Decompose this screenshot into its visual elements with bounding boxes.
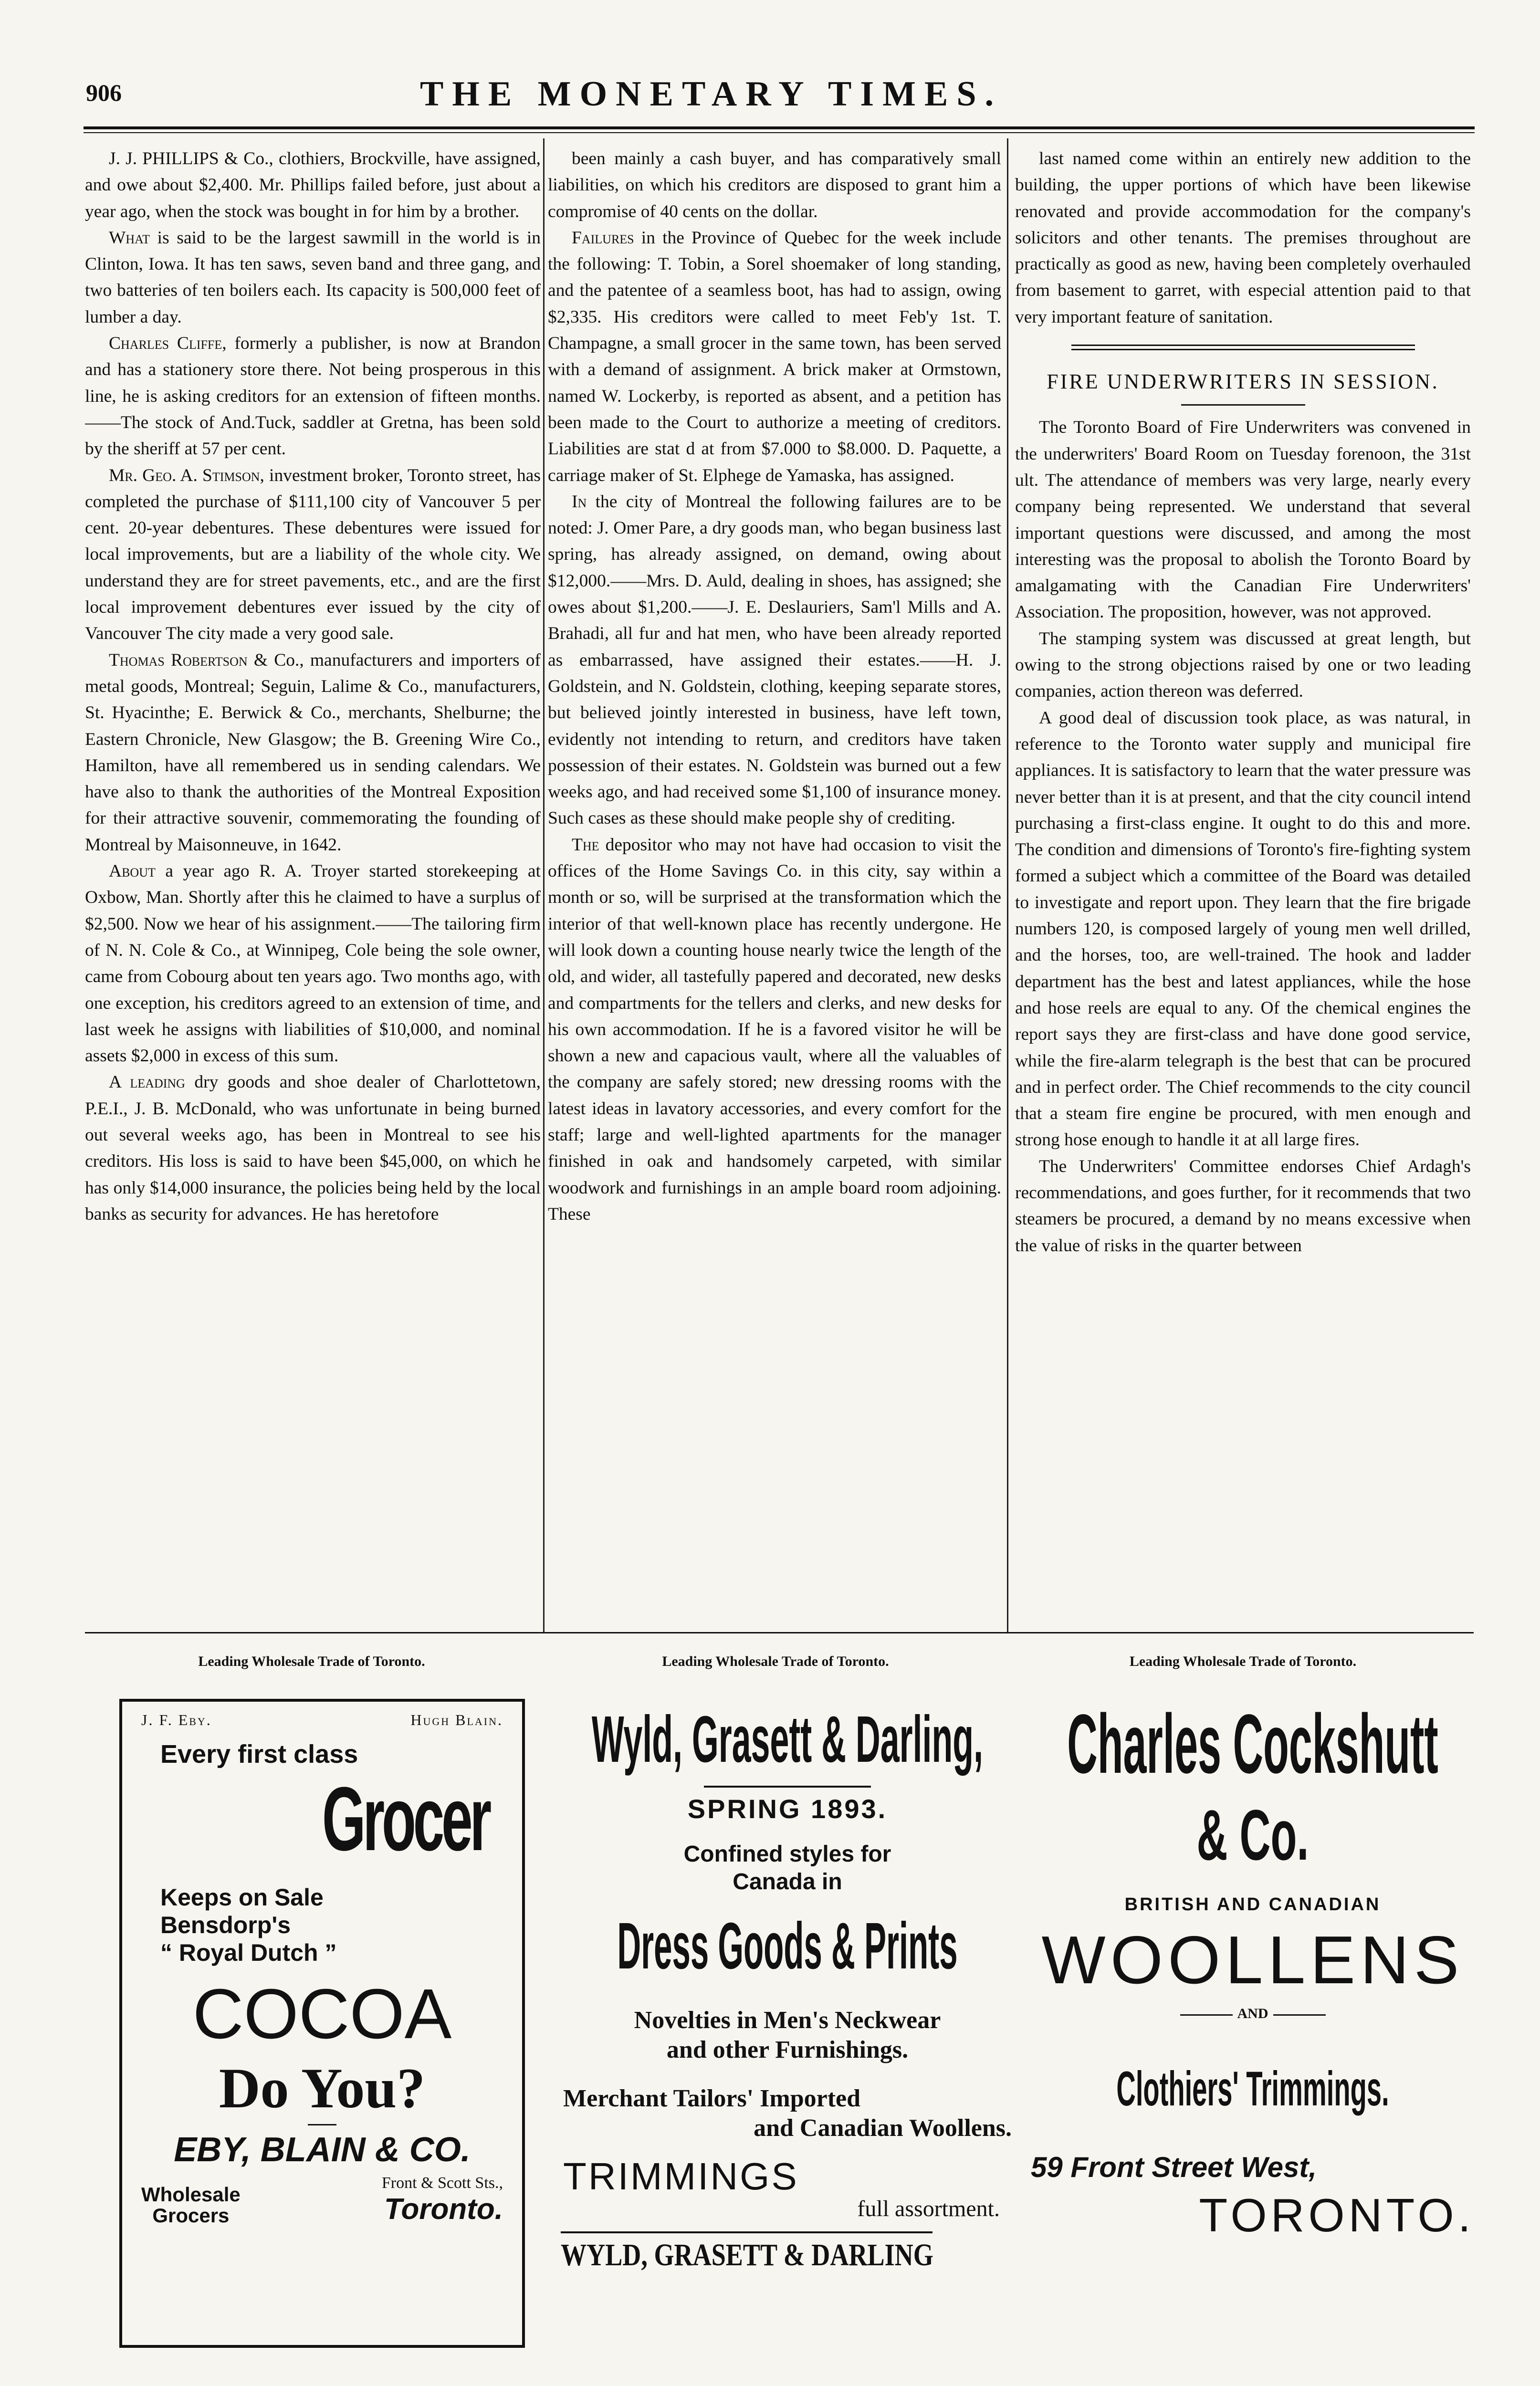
ad2-firm: Wyld, Grasett & Darling, <box>591 1703 984 1776</box>
section-heading: FIRE UNDERWRITERS IN SESSION. <box>1047 370 1439 394</box>
column-2 <box>548 146 1001 1620</box>
paragraph-text: is said to be the largest sawmill in the world is in Clinton, Iowa. It has ten saws, seven band and three gang, and two batteries of ten boilers each. Its capacity is 500,000 feet of lumber a day. <box>85 228 541 327</box>
ad1-address: Front & Scott Sts., <box>381 2174 503 2192</box>
ad2-confined-1: Confined styles for <box>683 1842 891 1867</box>
column-divider <box>543 138 545 1632</box>
column-3-top-articles <box>1015 146 1471 330</box>
ad2-confined <box>561 1841 1014 1896</box>
article-paragraph <box>1015 626 1471 705</box>
ad3-street: 59 Front Street West, <box>1031 2151 1317 2183</box>
ad2-footer-firm: WYLD, GRASETT & DARLING <box>561 2231 932 2273</box>
column-1 <box>85 146 541 1620</box>
article-paragraph <box>548 832 1001 1227</box>
paragraph-text: A good deal of discussion took place, as was natural, in reference to the Toronto water supply and municipal fire appliances. It is satisfactory to learn that the water pressure was never better than it is at present, and that the city council intend purchasing a first-class engine. It ought to do this and more. The condition and dimensions of Toronto's fire-fighting system formed a subject which a committee of the Board was detailed to investigate and report upon. They learn that the fire brigade numbers 120, is composed largely of young men well drilled, and the horses, too, are well-trained. The hook and ladder department has the best and latest appliances, while the hose and hose reels are equal to any. Of the chemical engines the report says they are first-class and have done good service, while the fire-alarm telegraph is the best that can be procured and in perfect order. The Chief recommends to the city council that a steam fire engine be procured, with men enough and strong hose enough to handle it at all large fires. <box>1015 708 1471 1150</box>
ad2-tailors-2: and Canadian Woollens. <box>754 2114 1012 2142</box>
header-rule <box>84 126 1475 129</box>
ad-eby-blain <box>119 1699 525 2348</box>
ad1-cocoa: COCOA <box>192 1975 452 2053</box>
ad2-novelties-2: and other Furnishings. <box>666 2036 909 2063</box>
column-divider <box>1007 138 1008 1632</box>
paragraph-lead: Failures <box>572 228 634 248</box>
paragraph-text: The Toronto Board of Fire Underwriters was convened in the underwriters' Board Room on Tuesday forenoon, the 31st ult. The attendance of members was very large, nearly every company being represented. We understand that several important questions were discussed, and among the most interesting was the proposal to abolish the Toronto Board by amalgamating with the Canadian Fire Underwriters' Association. The proposition, however, was not approved. <box>1015 418 1471 622</box>
ad1-wholesale: Wholesale <box>141 2183 241 2206</box>
paragraph-text: a year ago R. A. Troyer started storekeeping at Oxbow, Man. Shortly after this he claimed to have a surplus of $2,500. Now we hear of his assignment.——The tailoring firm of N. N. Cole & Co., at Winnipeg, Cole being the sole owner, came from Cobourg about ten years ago. Two months ago, with one exception, his creditors agreed to an extension of time, and last week he assigns with liabilities of $10,000, and nominal assets $2,000 in excess of this sum. <box>85 861 541 1066</box>
column-3 <box>1015 146 1471 1620</box>
paragraph-lead: The <box>572 835 599 855</box>
ad3-clothiers: Clothiers' Trimmings. <box>1116 2062 1389 2116</box>
ad1-grocer: Grocer <box>322 1769 489 1870</box>
ad1-every: Every first class <box>160 1740 358 1769</box>
ad2-confined-2: Canada in <box>733 1869 842 1894</box>
paragraph-text: in the Province of Quebec for the week include the following: T. Tobin, a Sorel shoemaker of long standing, and the patentee of a seamless boot, has had to assign, owing $2,335. His creditors were called to meet Feb'y 1st. T. Champagne, a small grocer in the same town, has been served with a demand of assignment. A brick maker at Ormstown, named W. Lockerby, is reported as absent, and a petition has been made to the Court to authorize a meeting of creditors. Liabilities are stat d at from $7.000 to $8.000. D. Paquette, a carriage maker of St. Elphege de Yamaska, has assigned. <box>548 228 1001 485</box>
paragraph-text: & Co., manufacturers and importers of metal goods, Montreal; Seguin, Lalime & Co., manufacturers, St. Hyacinthe; E. Berwick & Co., merchants, Shelburne; the Eastern Chronicle, New Glasgow; the B. Greening Wire Co., Hamilton, have all remembered us in sending calendars. We have also to thank the authorities of the Montreal Exposition for their attractive souvenir, commemorating the founding of Montreal by Maisonneuve, in 1642. <box>85 650 541 855</box>
paragraph-lead: Charles Cliffe <box>109 334 222 354</box>
ad2-trimmings: TRIMMINGS <box>563 2155 799 2198</box>
ad3-name: Charles Cockshutt <box>1067 1697 1438 1791</box>
ad1-royal-dutch: “ Royal Dutch ” <box>160 1939 337 1966</box>
paragraph-text: the city of Montreal the following failures are to be noted: J. Omer Pare, a dry goods man, who began business last spring, has already assigned, on demand, owing about $12,000.——Mrs. D. Auld, dealing in shoes, has assigned; she owes about $1,200.——J. E. Deslauriers, Sam'l Mills and A. Brahadi, all fur and hat men, who have been already reported as embarrassed, have assigned their estates.——H. J. Goldstein, and N. Goldstein, clothing, keeping separate stores, but believed jointly interested in business, have left town, evidently not intending to return, and creditors have taken possession of their estates. N. Goldstein was burned out a few weeks ago, and had received some $1,100 of insurance money. Such cases as these should make people shy of crediting. <box>548 492 1001 828</box>
page-number: 906 <box>86 79 122 106</box>
paragraph-lead: What <box>109 228 150 248</box>
paragraph-text: been mainly a cash buyer, and has comparatively small liabilities, on which his creditors are disposed to grant him a compromise of 40 cents on the dollar. <box>548 149 1001 221</box>
ad1-divider <box>308 2124 336 2125</box>
ad-header-2: Leading Wholesale Trade of Toronto. <box>662 1653 889 1669</box>
article-paragraph <box>548 225 1001 489</box>
paragraph-text: J. J. PHILLIPS & Co., clothiers, Brockville, have assigned, and owe about $2,400. Mr. Phillips failed before, just about a year ago, when the stock was bought in for him by a brother. <box>85 149 541 221</box>
ad1-name-right: Hugh Blain. <box>410 1711 503 1728</box>
ad2-novelties <box>561 2006 1014 2065</box>
article-paragraph <box>85 146 541 225</box>
article-paragraph <box>85 647 541 858</box>
ad1-firm: EBY, BLAIN & CO. <box>174 2131 471 2169</box>
masthead: THE MONETARY TIMES. <box>420 74 1002 114</box>
paragraph-lead: Mr. Geo. A. Stimson <box>109 465 260 485</box>
ad-charles-cockshutt <box>1026 1699 1479 2367</box>
article-paragraph <box>1015 414 1471 625</box>
column-3-fire-underwriters-article <box>1015 414 1471 1259</box>
ad3-woollens: WOOLLENS <box>1041 1922 1464 1998</box>
paragraph-lead: About <box>109 861 156 881</box>
ad-header-3: Leading Wholesale Trade of Toronto. <box>1129 1653 1357 1669</box>
article-paragraph <box>1015 705 1471 1153</box>
ad3-and-divider <box>1026 2006 1479 2022</box>
article-paragraph <box>548 146 1001 225</box>
article-paragraph <box>548 489 1001 832</box>
ad1-grocers: Grocers <box>152 2204 230 2227</box>
ad2-novelties-1: Novelties in Men's Neckwear <box>634 2007 941 2034</box>
ad1-keeps: Keeps on Sale <box>160 1884 324 1911</box>
ad2-spring: SPRING 1893. <box>687 1794 888 1824</box>
paragraph-text: The Underwriters' Committee endorses Chief Ardagh's recommendations, and goes further, for it recommends that two steamers be procured, a demand by no means excessive when the value of risks in the quarter between <box>1015 1156 1471 1256</box>
ad3-city: TORONTO. <box>1199 2189 1475 2241</box>
ad3-and: AND <box>1237 2006 1268 2021</box>
heading-underline <box>1181 404 1305 406</box>
article-paragraph <box>85 858 541 1069</box>
paragraph-text: depositor who may not have had occasion to visit the offices of the Home Savings Co. in this city, say within a month or so, will be surprised at the transformation which the interior of that well-known place has recently undergone. He will look down a counting house nearly twice the length of the old, and wider, all tastefully papered and decorated, new desks and compartments for the tellers and clerks, and new desks for his own accommodation. If he is a favored visitor he will be shown a new and capacious vault, where all the valuables of the company are safely stored; new dressing rooms with the latest ideas in lavatory accessories, and every comfort for the staff; large and well-lighted apartments for the manager finished in oak and handsomely carpeted, with similar woodwork and furnishings in an ample board room adjoining. These <box>548 835 1001 1224</box>
section-rule <box>1071 349 1415 350</box>
header-rule-thin <box>84 132 1475 133</box>
ad1-city: Toronto. <box>384 2193 503 2226</box>
paragraph-text: last named come within an entirely new addition to the building, the upper portions of which have been likewise renovated and provide accommodation for the company's solicitors and other tenants. The premises throughout are practically as good as new, having been completely overhauled from basement to garret, with especial attention paid to that very important feature of sanitation. <box>1015 149 1471 327</box>
ad-wyld-grasett-darling <box>561 1699 1014 2362</box>
article-paragraph <box>85 330 541 462</box>
ad1-do-you: Do You? <box>219 2056 426 2120</box>
paragraph-text: The stamping system was discussed at great length, but owing to the strong objections raised by one or two leading companies, action thereon was deferred. <box>1015 628 1471 701</box>
ad2-tailors-1: Merchant Tailors' Imported <box>563 2085 861 2112</box>
ad1-partner-names <box>141 1711 503 1729</box>
ad3-british-canadian: BRITISH AND CANADIAN <box>1124 1894 1381 1915</box>
ad1-keeps-block <box>160 1884 503 1967</box>
ad1-footer <box>141 2174 503 2226</box>
ad1-name-left: J. F. Eby. <box>141 1711 212 1728</box>
article-paragraph <box>85 225 541 330</box>
paragraph-text: dry goods and shoe dealer of Charlottetown, P.E.I., J. B. McDonald, who was unfortunate in being burned out several weeks ago, has been in Montreal to see his creditors. His loss is said to have been $45,000, on which he has only $14,000 insurance, the policies being held by the local banks as security for advances. He has heretofore <box>85 1072 541 1224</box>
ad2-full-assortment: full assortment. <box>857 2196 1000 2221</box>
paragraph-text: , formerly a publisher, is now at Brandon and has a stationery store there. Not being prosperous in this line, he is asking creditors for an extension of fifteen months. ——The stock of And.Tuck, saddler at Gretna, has been sold by the sheriff at 57 per cent. <box>85 334 541 459</box>
section-rule <box>1071 345 1415 346</box>
ad3-co: & Co. <box>1196 1795 1309 1875</box>
ad2-dress-goods: Dress Goods & Prints <box>617 1909 958 1983</box>
article-paragraph <box>85 462 541 647</box>
ad1-bensdorp: Bensdorp's <box>160 1912 291 1938</box>
article-paragraph <box>1015 1153 1471 1259</box>
paragraph-lead: In <box>572 492 587 512</box>
ad2-rule <box>704 1786 871 1788</box>
article-paragraph <box>1015 146 1471 330</box>
paragraph-text: , investment broker, Toronto street, has completed the purchase of $111,100 city of Vancouver 5 per cent. 20-year debentures. These debentures were issued for local improvements, but are a liability of the whole city. We understand they are for street pavements, etc., and are the first local improvement debentures ever issued by the city of Vancouver The city made a very good sale. <box>85 465 541 644</box>
article-paragraph <box>85 1069 541 1227</box>
advertisements-rule <box>85 1632 1474 1633</box>
ad-header-1: Leading Wholesale Trade of Toronto. <box>198 1653 425 1669</box>
paragraph-lead: Thomas Robertson <box>109 650 248 670</box>
ad1-wholesale-grocers <box>141 2184 241 2226</box>
paragraph-lead: A leading <box>109 1072 185 1092</box>
